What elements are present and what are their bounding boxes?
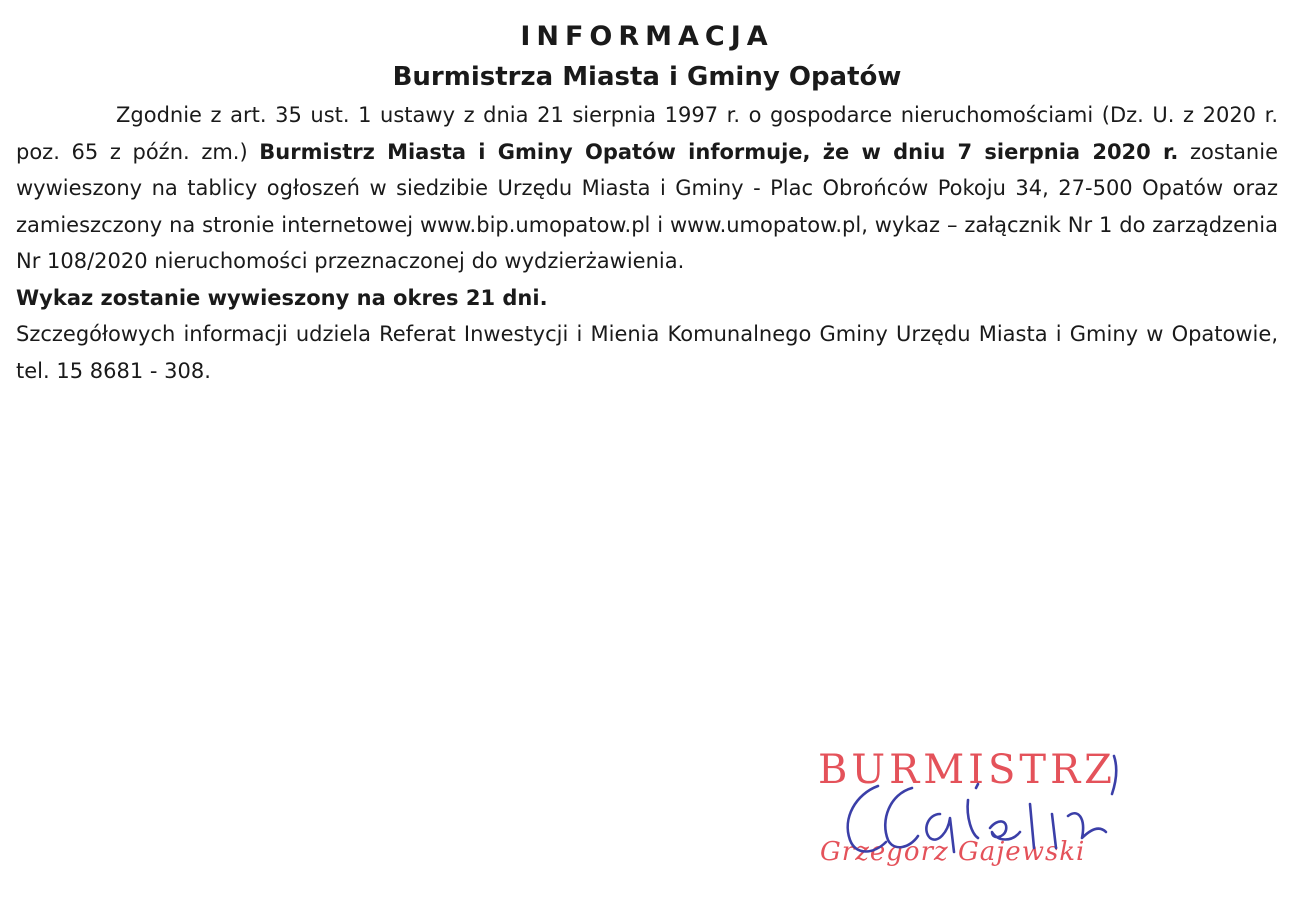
main-paragraph-text-1: Zgodnie z art. 35 ust. 1 ustawy z dnia 21 sierpnia 1997 r. o gospodarce nieruchomościami (Dz. U. z 2020 r. poz. 65 z późn. zm.) (16, 103, 1278, 164)
document-title: INFORMACJA (520, 21, 774, 52)
stamp-title: BURMISTRZ (818, 747, 1116, 793)
main-paragraph-text-2: zostanie wywieszony na tablicy ogłoszeń w siedzibie Urzędu Miasta i Gminy - Plac Obrońców Pokoju 34, 27-500 Opatów oraz zamieszczony na stronie internetowej www.bip.umopatow.pl i www.umopatow.pl, wykaz – załącznik Nr 1 do zarządzenia Nr 108/2020 nieruchomości przeznaczonej do wydzierżawienia. (16, 139, 1278, 273)
main-paragraph-bold: Burmistrz Miasta i Gminy Opatów informuje, że w dniu 7 sierpnia 2020 r. (259, 139, 1179, 164)
handwritten-signature (816, 748, 1136, 888)
display-period-paragraph: Wykaz zostanie wywieszony na okres 21 dni. (16, 285, 548, 310)
stamp-name: Grzegorz Gajewski (820, 837, 1086, 867)
main-paragraph (16, 97, 1278, 280)
official-stamp (816, 748, 1136, 888)
document-page (16, 18, 1278, 389)
document-subtitle: Burmistrza Miasta i Gminy Opatów (392, 62, 902, 92)
contact-paragraph: Szczegółowych informacji udziela Referat Inwestycji i Mienia Komunalnego Gminy Urzędu Miasta i Gminy w Opatowie, tel. 15 8681 - 308. (16, 322, 1278, 383)
